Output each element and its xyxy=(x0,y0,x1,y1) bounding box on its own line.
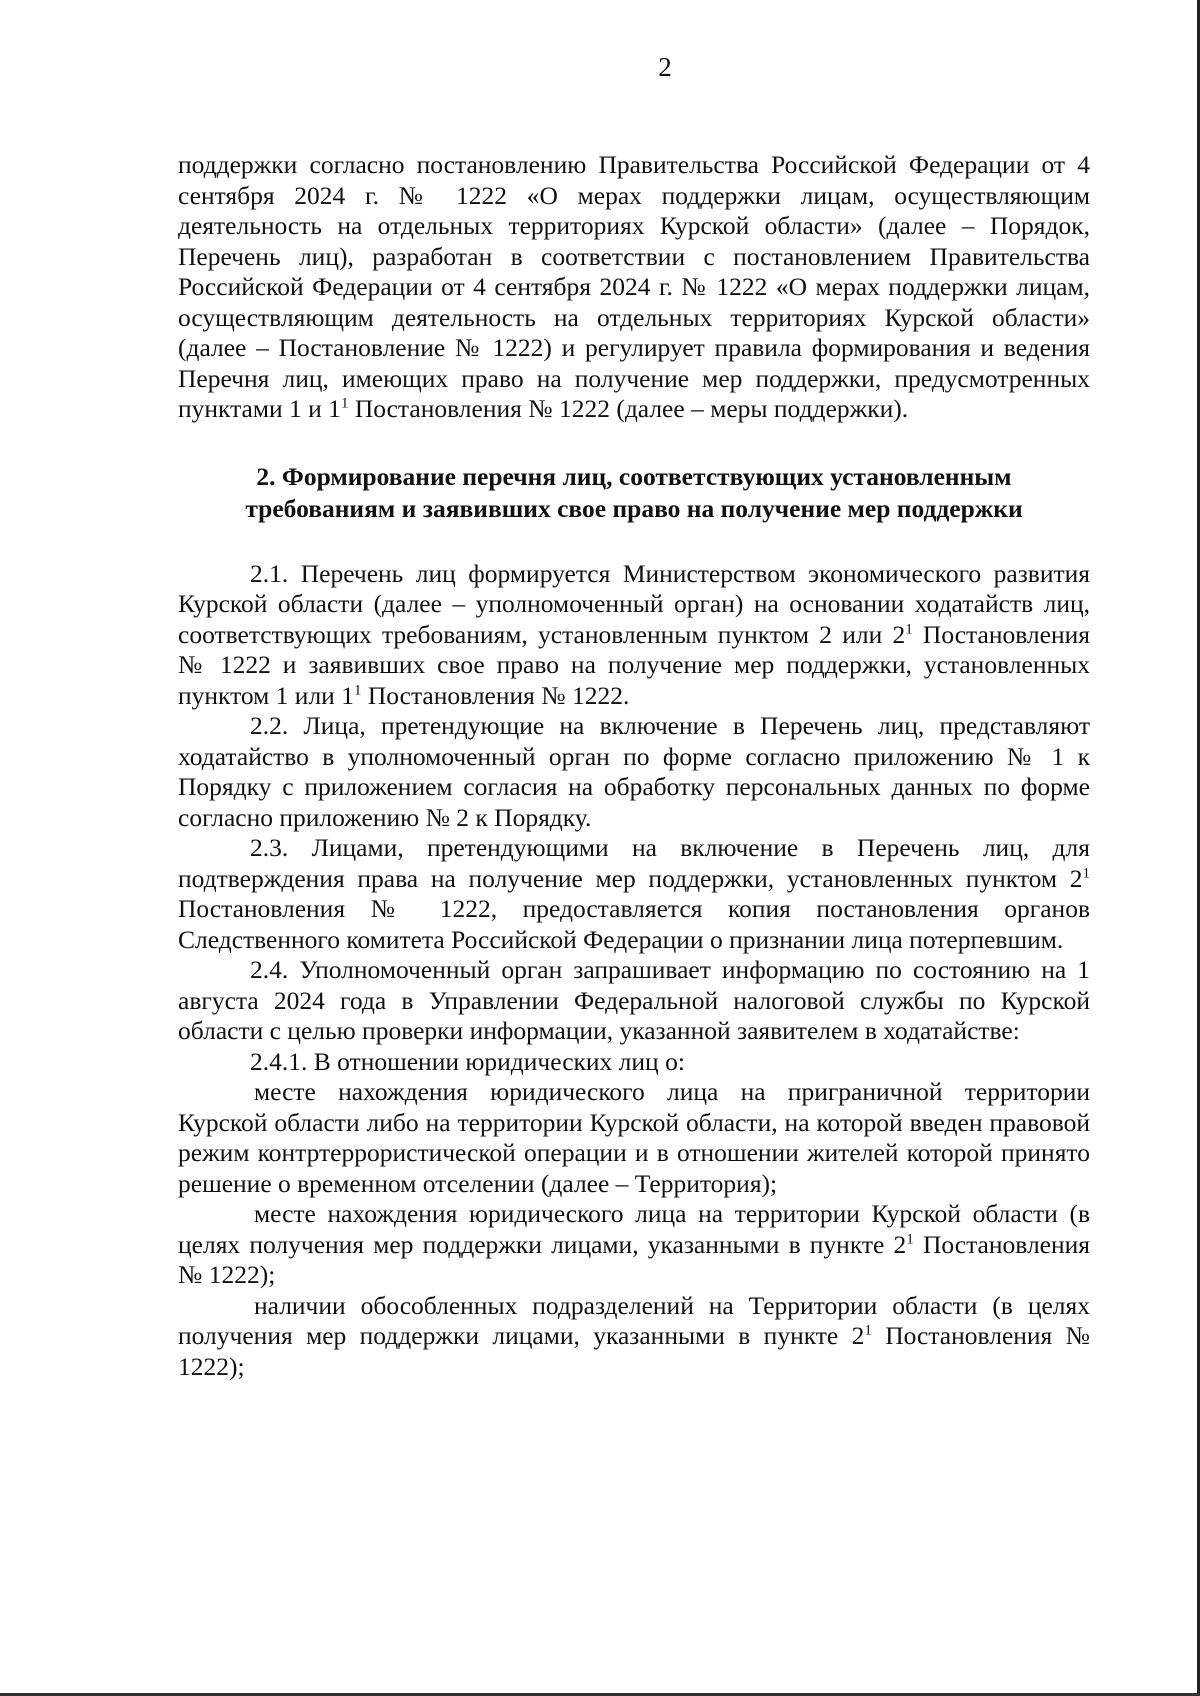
intro-text: поддержки согласно постановлению Правительства Российской Федерации от 4 сентября 2024 г. № 1222 «О мерах поддержки лицам, осуществляющим деятельность на отдельных территориях Курской области» (далее – Порядок, Перечень лиц), разработан в соответствии с постановлением Правительства Российской Федерации от 4 сентября 2024 г. № 1222 «О мерах поддержки лицам, осуществляющим деятельность на отдельных территориях Курской области» (далее – Постановление № 1222) и регулирует правила формирования и ведения Перечня лиц, имеющих право на получение мер поддержки, предусмотренных пунктами 1 и 1 xyxy=(178,150,1090,423)
list-item-location-region-superscript: 1 xyxy=(906,1231,914,1247)
document-body xyxy=(178,150,1090,1382)
paragraph-2-1-superscript-1: 1 xyxy=(905,621,913,637)
list-item-subdivisions-part-a: наличии обособленных подразделений на Территории области (в целях получения мер поддержки лицами, указанными в пункте 2 xyxy=(178,1290,1090,1350)
paragraph-2-4: 2.4. Уполномоченный орган запрашивает информацию по состоянию на 1 августа 2024 года в Управлении Федеральной налоговой службы по Курской области с целью проверки информации, указанной заявителем в ходатайстве: xyxy=(178,955,1090,1045)
section-2-heading: 2. Формирование перечня лиц, соответствующих установленным требованиям и заявивших свое право на получение мер поддержки xyxy=(245,461,1023,523)
list-item-location-territory: месте нахождения юридического лица на приграничной территории Курской области либо на территории Курской области, на которой введен правовой режим контртеррористической операции и в отношении жителей которой принято решение о временном отселении (далее – Территория); xyxy=(178,1077,1090,1198)
list-item-location-region-part-b: Постановления № 1222); xyxy=(178,1229,1091,1289)
paragraph-2-3-part-b: Постановления № 1222, предоставляется копия постановления органов Следственного комитета Российской Федерации о признании лица потерпевшим. xyxy=(178,894,1090,954)
paragraph-2-3 xyxy=(178,833,1090,955)
paragraph-2-4-1: 2.4.1. В отношении юридических лиц о: xyxy=(250,1046,685,1076)
intro-tail: Постановления № 1222 (далее – меры поддержки). xyxy=(348,394,909,423)
list-item-subdivisions-part-b: Постановления № 1222); xyxy=(178,1321,1090,1381)
paragraph-2-1-part-b: Постановления № 1222 и заявивших свое право на получение мер поддержки, установленных пунктом 1 или 1 xyxy=(178,619,1090,710)
paragraph-2-1-part-a: 2.1. Перечень лиц формируется Министерством экономического развития Курской области (далее – уполномоченный орган) на основании ходатайств лиц, соответствующих требованиям, установленным пунктом 2 или 2 xyxy=(178,558,1090,649)
paragraph-2-1-superscript-2: 1 xyxy=(353,682,362,698)
paragraph-2-1-part-c: Постановления № 1222. xyxy=(361,680,630,710)
list-item-location-region xyxy=(178,1199,1090,1291)
intro-paragraph xyxy=(178,150,1090,425)
list-item-location-region-part-a: месте нахождения юридического лица на территории Курской области (в целях получения мер поддержки лицами, указанными в пункте 2 xyxy=(178,1199,1090,1259)
intro-superscript: 1 xyxy=(340,395,349,412)
paragraph-2-3-part-a: 2.3. Лицами, претендующими на включение в Перечень лиц, для подтверждения права на получение мер поддержки, установленных пунктом 2 xyxy=(178,833,1090,893)
page-number: 2 xyxy=(658,52,672,82)
list-item-subdivisions-superscript: 1 xyxy=(864,1322,872,1339)
paragraph-2-3-superscript: 1 xyxy=(1082,865,1090,881)
list-item-subdivisions xyxy=(178,1291,1090,1383)
paragraph-2-1 xyxy=(178,559,1090,712)
paragraph-2-2: 2.2. Лица, претендующие на включение в Перечень лиц, представляют ходатайство в уполномоченный орган по форме согласно приложению № 1 к Порядку с приложением согласия на обработку персональных данных по форме согласно приложению № 2 к Порядку. xyxy=(178,711,1090,832)
